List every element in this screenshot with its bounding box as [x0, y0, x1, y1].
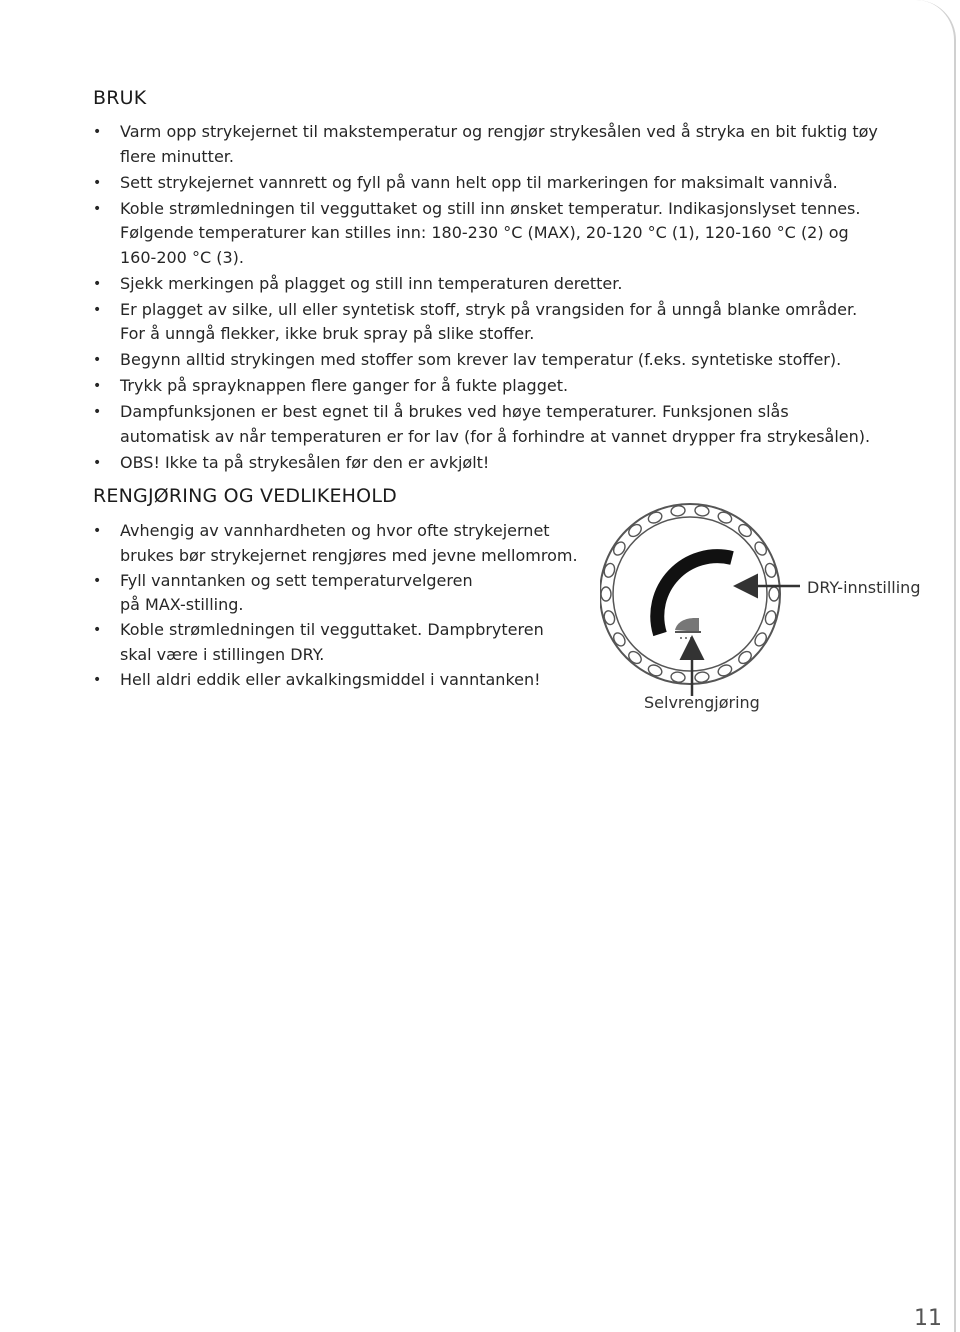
- line: brukes bør strykejernet rengjøres med jevne mellomrom.: [120, 545, 578, 565]
- list-item: [93, 374, 923, 399]
- list-item: [93, 348, 923, 373]
- self-clean-label: Selvrengjøring: [644, 693, 760, 712]
- line: Avhengig av vannhardheten og hvor ofte strykejernet: [120, 521, 550, 540]
- grip-bump: [753, 540, 769, 557]
- line: Varm opp strykejernet til makstemperatur og rengjør strykesålen ved å stryka en bit fuktig tøy: [120, 122, 878, 141]
- list-item: [93, 519, 613, 568]
- line: Sjekk merkingen på plagget og still inn temperaturen deretter.: [120, 273, 623, 293]
- dial-grip-ring: [601, 505, 779, 683]
- line: Er plagget av silke, ull eller syntetisk stoff, stryk på vrangsiden for å unngå blanke områder.: [120, 299, 858, 319]
- line: Trykk på sprayknappen flere ganger for å fukte plagget.: [120, 376, 569, 395]
- rengjoring-list: [93, 519, 613, 693]
- line: OBS! Ikke ta på strykesålen før den er avkjølt!: [120, 452, 490, 472]
- line: Fyll vanntanken og sett temperaturvelgeren: [120, 570, 473, 590]
- list-item: [93, 618, 613, 667]
- line: 160-200 °C (3).: [120, 247, 244, 267]
- line: Dampfunksjonen er best egnet til å brukes ved høye temperaturer. Funksjonen slås: [120, 402, 789, 421]
- grip-bump: [626, 649, 643, 666]
- list-item: [93, 197, 923, 271]
- line: Begynn alltid strykingen med stoffer som krever lav temperatur (f.eks. syntetiske stoffer).: [120, 350, 842, 369]
- list-item: [93, 569, 613, 618]
- iron-icon: [675, 618, 701, 639]
- list-item: [93, 400, 923, 449]
- line: Følgende temperaturer kan stilles inn: 180-230 °C (MAX), 20-120 °C (1), 120-160 °C (2) og: [120, 223, 849, 242]
- grip-bump: [736, 522, 753, 539]
- list-item: [93, 171, 923, 196]
- line: på MAX-stilling.: [120, 595, 244, 614]
- grip-bump: [611, 540, 627, 557]
- line: flere minutter.: [120, 146, 234, 166]
- line: skal være i stillingen DRY.: [120, 644, 325, 664]
- line: automatisk av når temperaturen er for lav (for å forhindre at vannet drypper fra strykesålen).: [120, 426, 871, 446]
- list-item: [93, 120, 923, 169]
- section-heading-bruk: BRUK: [93, 87, 147, 109]
- grip-bump: [736, 649, 753, 666]
- grip-bump: [769, 587, 779, 601]
- bruk-list: [93, 120, 923, 477]
- grip-bump: [753, 631, 769, 648]
- list-item: [93, 272, 923, 297]
- list-item: [93, 298, 923, 347]
- grip-bump: [601, 587, 611, 601]
- line: Hell aldri eddik eller avkalkingsmiddel i vanntanken!: [120, 669, 541, 689]
- line: Koble strømledningen til vegguttaket. Dampbryteren: [120, 620, 544, 639]
- steam-dial-icon: [600, 498, 800, 698]
- line: For å unngå flekker, ikke bruk spray på slike stoffer.: [120, 324, 535, 343]
- grip-bump: [626, 522, 643, 539]
- line: Sett strykejernet vannrett og fyll på vann helt opp til markeringen for maksimalt vannivå.: [120, 172, 838, 192]
- list-item: [93, 668, 613, 693]
- dry-setting-label: DRY-innstilling: [807, 578, 921, 597]
- line: Koble strømledningen til vegguttaket og still inn ønsket temperatur. Indikasjonslyset tennes.: [120, 198, 861, 218]
- section-heading-rengjoring: RENGJØRING OG VEDLIKEHOLD: [93, 485, 397, 507]
- list-item: [93, 451, 923, 476]
- page-number: 11: [914, 1306, 942, 1331]
- grip-bump: [611, 631, 627, 648]
